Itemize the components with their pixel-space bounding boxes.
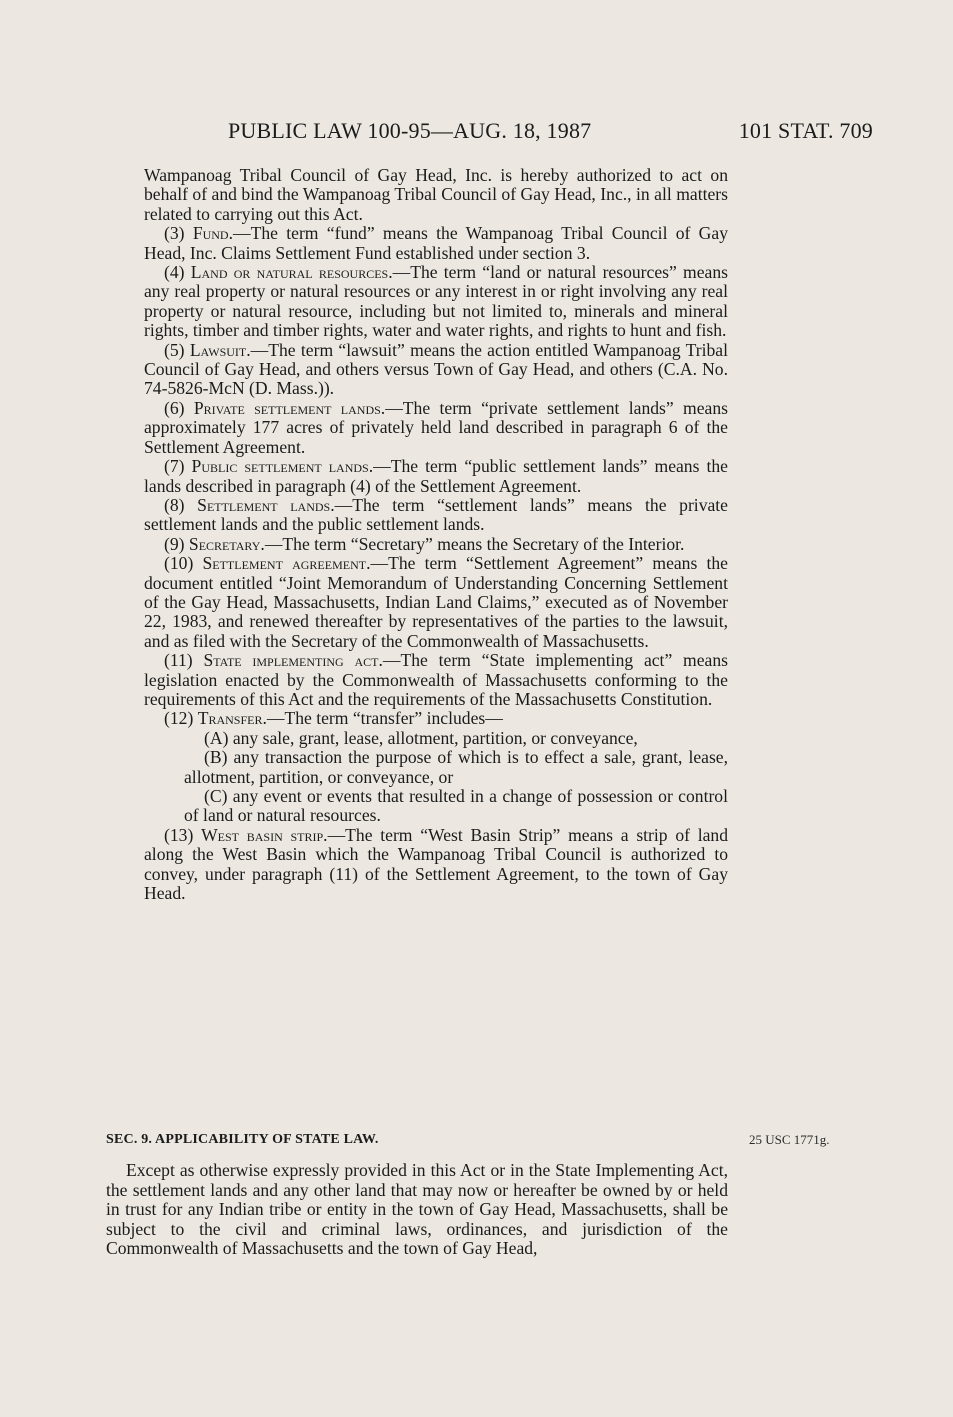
definition-paragraph bbox=[144, 496, 728, 535]
definition-term: Lawsuit bbox=[189, 339, 247, 360]
definition-term: Public settlement lands bbox=[191, 456, 369, 477]
definition-term: Secretary bbox=[188, 533, 261, 554]
header-page-number: 101 STAT. 709 bbox=[738, 118, 873, 143]
definition-paragraph bbox=[144, 224, 728, 263]
definition-term: West basin strip bbox=[201, 824, 324, 845]
definition-paragraph bbox=[144, 341, 728, 399]
definition-text: .—The term “transfer” includes— bbox=[262, 708, 503, 729]
definition-term: Land or natural resources bbox=[190, 262, 389, 283]
definition-text: .—The term “State implementing act” means legislation enacted by the Commonwealth of Massachusetts conforming to the requirements of this Act and the requirements of the Massachusetts Constitution. bbox=[144, 650, 728, 709]
section-heading: SEC. 9. APPLICABILITY OF STATE LAW. bbox=[106, 1132, 379, 1147]
definition-term: Settlement lands bbox=[197, 494, 331, 515]
definition-text: .—The term “lawsuit” means the action entitled Wampanoag Tribal Council of Gay Head, and others versus Town of Gay Head, and others (C.A. No. 74-5826-McN (D. Mass.)). bbox=[144, 339, 728, 399]
definition-text: .—The term “settlement lands” means the private settlement lands and the public settlement lands. bbox=[144, 494, 728, 535]
definition-text: .—The term “fund” means the Wampanoag Tribal Council of Gay Head, Inc. Claims Settlement Fund established under section 3. bbox=[144, 223, 728, 263]
definition-paragraph bbox=[144, 457, 728, 496]
definition-term: State implementing act bbox=[203, 650, 379, 671]
definition-number: (7) bbox=[164, 456, 192, 477]
definition-term: Settlement agreement bbox=[202, 553, 367, 574]
definition-paragraph bbox=[144, 399, 728, 457]
definition-number: (13) bbox=[164, 824, 202, 845]
continued-paragraph: Wampanoag Tribal Council of Gay Head, Inc. is hereby authorized to act on behalf of and bind the Wampanoag Tribal Council of Gay Head, Inc., in all matters related to carrying out this Act. bbox=[144, 165, 728, 224]
subparagraph: (A) any sale, grant, lease, allotment, partition, or conveyance, bbox=[204, 727, 638, 748]
definition-text: .—The term “Settlement Agreement” means the document entitled “Joint Memorandum of Understanding Concerning Settlement of the Gay Head, Massachusetts, Indian Land Claims,” executed as of November 22, 1983, and renewed thereafter by representatives of the parties to the lawsuit, and as filed with the Secretary of the Commonwealth of Massachusetts. bbox=[144, 553, 728, 651]
definition-number: (11) bbox=[164, 650, 204, 671]
definition-paragraph bbox=[144, 826, 728, 904]
definition-number: (3) bbox=[164, 223, 193, 244]
definition-number: (9) bbox=[164, 533, 189, 554]
section-9 bbox=[106, 1130, 728, 1258]
definition-text: .—The term “public settlement lands” means the lands described in paragraph (4) of the Settlement Agreement. bbox=[144, 456, 728, 496]
header-title: PUBLIC LAW 100-95—AUG. 18, 1987 bbox=[228, 118, 592, 143]
definition-paragraph bbox=[144, 535, 728, 554]
definition-number: (12) bbox=[164, 708, 198, 729]
definition-term: Private settlement lands bbox=[193, 397, 381, 418]
definition-text: .—The term “West Basin Strip” means a strip of land along the West Basin which the Wampanoag Tribal Council is authorized to convey, under paragraph (11) of the Settlement Agreement, to the town of Gay Head. bbox=[144, 824, 729, 904]
definition-text: .—The term “Secretary” means the Secretary of the Interior. bbox=[260, 533, 685, 554]
definitions-body bbox=[144, 166, 728, 903]
definition-text: .—The term “private settlement lands” means approximately 177 acres of privately held land described in paragraph 6 of the Settlement Agreement. bbox=[144, 397, 728, 457]
definition-paragraph bbox=[144, 554, 728, 651]
subparagraph: (C) any event or events that resulted in a change of possession or control of land or natural resources. bbox=[184, 786, 728, 826]
section-paragraph: Except as otherwise expressly provided in this Act or in the State Implementing Act, the settlement lands and any other land that may now or hereafter be owned by or held in trust for any Indian tribe or entity in the town of Gay Head, Massachusetts, shall be subject to the civil and criminal laws, ordinances, and jurisdiction of the Commonwealth of Massachusetts and the town of Gay Head, bbox=[106, 1160, 728, 1259]
definition-number: (8) bbox=[164, 494, 198, 515]
definition-number: (5) bbox=[164, 339, 190, 360]
definition-text: .—The term “land or natural resources” means any real property or natural resources or any interest in or right involving any real property or natural resource, including but not limited to, minerals and mineral rights, timber and timber rights, water and water rights, and rights to hunt and fish. bbox=[144, 262, 728, 341]
definition-paragraph bbox=[144, 709, 728, 728]
definition-paragraph bbox=[144, 263, 728, 341]
subparagraph: (B) any transaction the purpose of which is to effect a sale, grant, lease, allotment, partition, or conveyance, or bbox=[184, 747, 728, 787]
definition-term: Transfer bbox=[197, 708, 263, 729]
definition-number: (6) bbox=[164, 397, 194, 418]
definition-number: (10) bbox=[164, 553, 203, 574]
margin-citation: 25 USC 1771g. bbox=[749, 1132, 830, 1147]
definition-paragraph bbox=[144, 651, 728, 709]
definition-term: Fund bbox=[192, 223, 229, 244]
definition-number: (4) bbox=[164, 262, 191, 283]
